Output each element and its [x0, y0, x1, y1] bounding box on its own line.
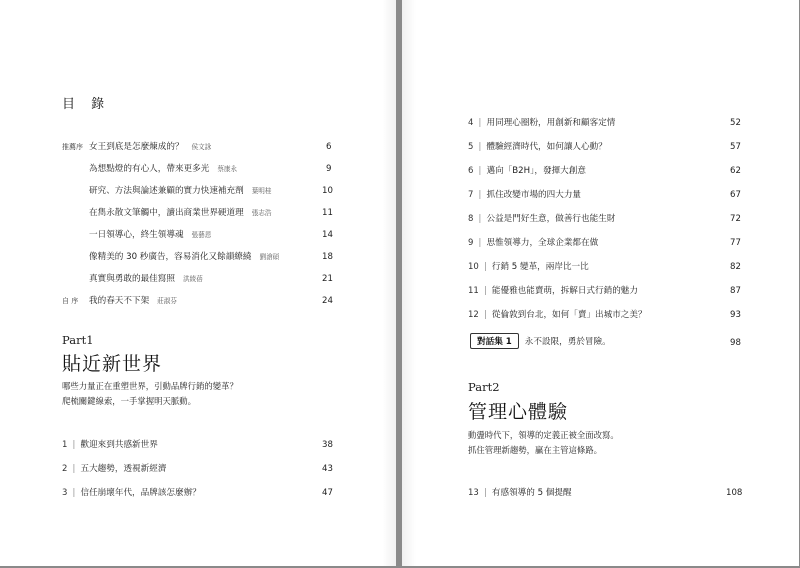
toc-row-preface-4[interactable]: [89, 206, 271, 218]
row-page-number: 43: [322, 464, 333, 474]
chapter-title: 思惟領導力，全球企業都在做: [486, 238, 599, 248]
chapter-number: 2: [62, 464, 68, 474]
toc-row-chapter-2[interactable]: [62, 462, 166, 474]
separator: |: [478, 166, 482, 176]
chapter-title: 體驗經濟時代，如何讓人心動？: [486, 142, 607, 152]
row-title: 在雋永散文筆觸中，讀出商業世界硬道理: [89, 208, 244, 218]
dialogue-title: 永不設限，勇於冒險。: [524, 337, 611, 347]
toc-title: 目 錄: [62, 97, 111, 112]
row-page-number: 87: [730, 286, 741, 296]
row-page-number: 47: [322, 488, 333, 498]
toc-row-chapter-3[interactable]: [62, 486, 201, 498]
row-title: 真實與勇敢的最佳寫照: [89, 274, 175, 284]
row-page-number: 57: [730, 142, 741, 152]
row-page-number: 108: [726, 488, 743, 498]
row-author: 葉明桂: [251, 187, 272, 195]
chapter-title: 歡迎來到共感新世界: [80, 440, 158, 450]
toc-row-dialogue-1[interactable]: [470, 333, 611, 349]
row-page-number: 24: [322, 296, 333, 306]
row-page-number: 10: [322, 186, 333, 196]
toc-row-chapter-7[interactable]: [468, 188, 581, 200]
row-title: 一日領導心，終生領導魂: [89, 230, 184, 240]
row-page-number: 62: [730, 166, 741, 176]
right-page: [402, 0, 799, 566]
toc-row-preface-5[interactable]: [89, 228, 211, 240]
chapter-number: 1: [62, 440, 68, 450]
toc-row-preface-3[interactable]: [89, 184, 271, 196]
row-author: 蔡康永: [217, 165, 238, 173]
chapter-number: 10: [468, 262, 479, 272]
row-author: 張藝恩: [191, 231, 212, 239]
part1-description: [62, 379, 238, 409]
chapter-number: 6: [468, 166, 474, 176]
chapter-title: 抓住改變市場的四大力量: [486, 190, 582, 200]
toc-row-preface-2[interactable]: [89, 162, 237, 174]
chapter-number: 7: [468, 190, 474, 200]
gutter-shadow: [382, 0, 396, 566]
toc-row-preface-7[interactable]: [89, 272, 203, 284]
part1-title: 貼近新世界: [62, 353, 163, 375]
chapter-number: 4: [468, 118, 474, 128]
separator: |: [478, 118, 482, 128]
row-page-number: 9: [326, 164, 332, 174]
left-page: [0, 0, 396, 566]
separator: |: [478, 238, 482, 248]
chapter-number: 11: [468, 286, 479, 296]
row-author: 洪綾蓓: [182, 275, 203, 283]
separator: |: [72, 488, 76, 498]
row-page-number: 14: [322, 230, 333, 240]
separator: |: [483, 488, 487, 498]
toc-row-chapter-5[interactable]: [468, 140, 607, 152]
separator: |: [478, 190, 482, 200]
chapter-title: 有感領導的 5 個提醒: [491, 488, 572, 498]
chapter-title: 邁向「B2H」，發揮大創意: [486, 166, 586, 176]
toc-row-preface-6[interactable]: [89, 250, 279, 262]
row-title: 像精美的 30 秒廣告，容易消化又餘韻繚繞: [89, 252, 252, 262]
separator: |: [478, 142, 482, 152]
row-author: 張志浩: [251, 209, 272, 217]
separator: |: [483, 286, 487, 296]
row-page-number: 6: [326, 142, 332, 152]
toc-row-chapter-4[interactable]: [468, 116, 615, 128]
chapter-number: 12: [468, 310, 479, 320]
part2-desc-line: 抓住管理新趨勢，贏在主管這條路。: [468, 445, 602, 455]
toc-row-author-preface[interactable]: [62, 294, 177, 306]
row-title: 為想點燈的有心人，帶來更多光: [89, 164, 210, 174]
row-title: 研究、方法與論述兼顧的實力快速補充劑: [89, 186, 244, 196]
part1-desc-line: 爬梳關鍵線索，一手掌握明天脈動。: [62, 396, 196, 406]
part2-description: [468, 428, 619, 458]
row-page-number: 18: [322, 252, 333, 262]
row-page-number: 38: [322, 440, 333, 450]
chapter-title: 從倫敦到台北，如何「賣」出城市之美？: [491, 310, 647, 320]
toc-row-preface-1[interactable]: [62, 140, 211, 152]
row-page-number: 98: [730, 338, 741, 348]
chapter-title: 信任崩壞年代，品牌該怎麼辦？: [80, 488, 201, 498]
toc-row-chapter-11[interactable]: [468, 284, 638, 296]
toc-row-chapter-8[interactable]: [468, 212, 615, 224]
part1-label: Part1: [62, 333, 94, 347]
chapter-title: 五大趨勢，透視新經濟: [80, 464, 167, 474]
row-page-number: 67: [730, 190, 741, 200]
row-page-number: 52: [730, 118, 741, 128]
chapter-number: 9: [468, 238, 474, 248]
separator: |: [483, 310, 487, 320]
row-page-number: 93: [730, 310, 741, 320]
row-page-number: 77: [730, 238, 741, 248]
separator: |: [478, 214, 482, 224]
part2-desc-line: 動盪時代下，領導的定義正被全面改寫。: [468, 430, 619, 440]
part1-desc-line: 哪些力量正在重塑世界，引動品牌行銷的變革？: [62, 381, 238, 391]
separator: |: [72, 440, 76, 450]
chapter-title: 能優雅也能賣萌，拆解日式行銷的魅力: [491, 286, 638, 296]
row-tag: 自 序: [62, 297, 79, 305]
row-page-number: 82: [730, 262, 741, 272]
row-page-number: 21: [322, 274, 333, 284]
toc-row-chapter-12[interactable]: [468, 308, 647, 320]
row-page-number: 11: [322, 208, 333, 218]
row-page-number: 72: [730, 214, 741, 224]
chapter-number: 13: [468, 488, 479, 498]
part2-title: 管理心體驗: [468, 401, 569, 423]
chapter-title: 行銷 5 變革，兩岸比一比: [491, 262, 589, 272]
separator: |: [72, 464, 76, 474]
separator: |: [483, 262, 487, 272]
chapter-title: 公益是門好生意，做善行也能生財: [486, 214, 616, 224]
gutter-shadow: [402, 0, 416, 566]
chapter-title: 用同理心圈粉，用創新和顧客定情: [486, 118, 616, 128]
toc-row-chapter-1[interactable]: [62, 438, 158, 450]
row-title: 我的春天不下架: [89, 296, 150, 306]
row-tag: 推薦序: [62, 143, 83, 151]
toc-row-chapter-6[interactable]: [468, 164, 586, 176]
toc-row-chapter-10[interactable]: [468, 260, 589, 272]
toc-row-chapter-13[interactable]: [468, 486, 572, 498]
dialogue-label-box: 對話集 1: [470, 333, 519, 349]
chapter-number: 8: [468, 214, 474, 224]
row-author: 侯文詠: [191, 143, 212, 151]
chapter-number: 5: [468, 142, 474, 152]
row-author: 劉滄碩: [259, 253, 280, 261]
part2-label: Part2: [468, 380, 500, 394]
row-author: 莊淑芬: [157, 297, 177, 305]
row-title: 女王到底是怎麼煉成的？: [89, 142, 184, 152]
toc-row-chapter-9[interactable]: [468, 236, 598, 248]
chapter-number: 3: [62, 488, 68, 498]
